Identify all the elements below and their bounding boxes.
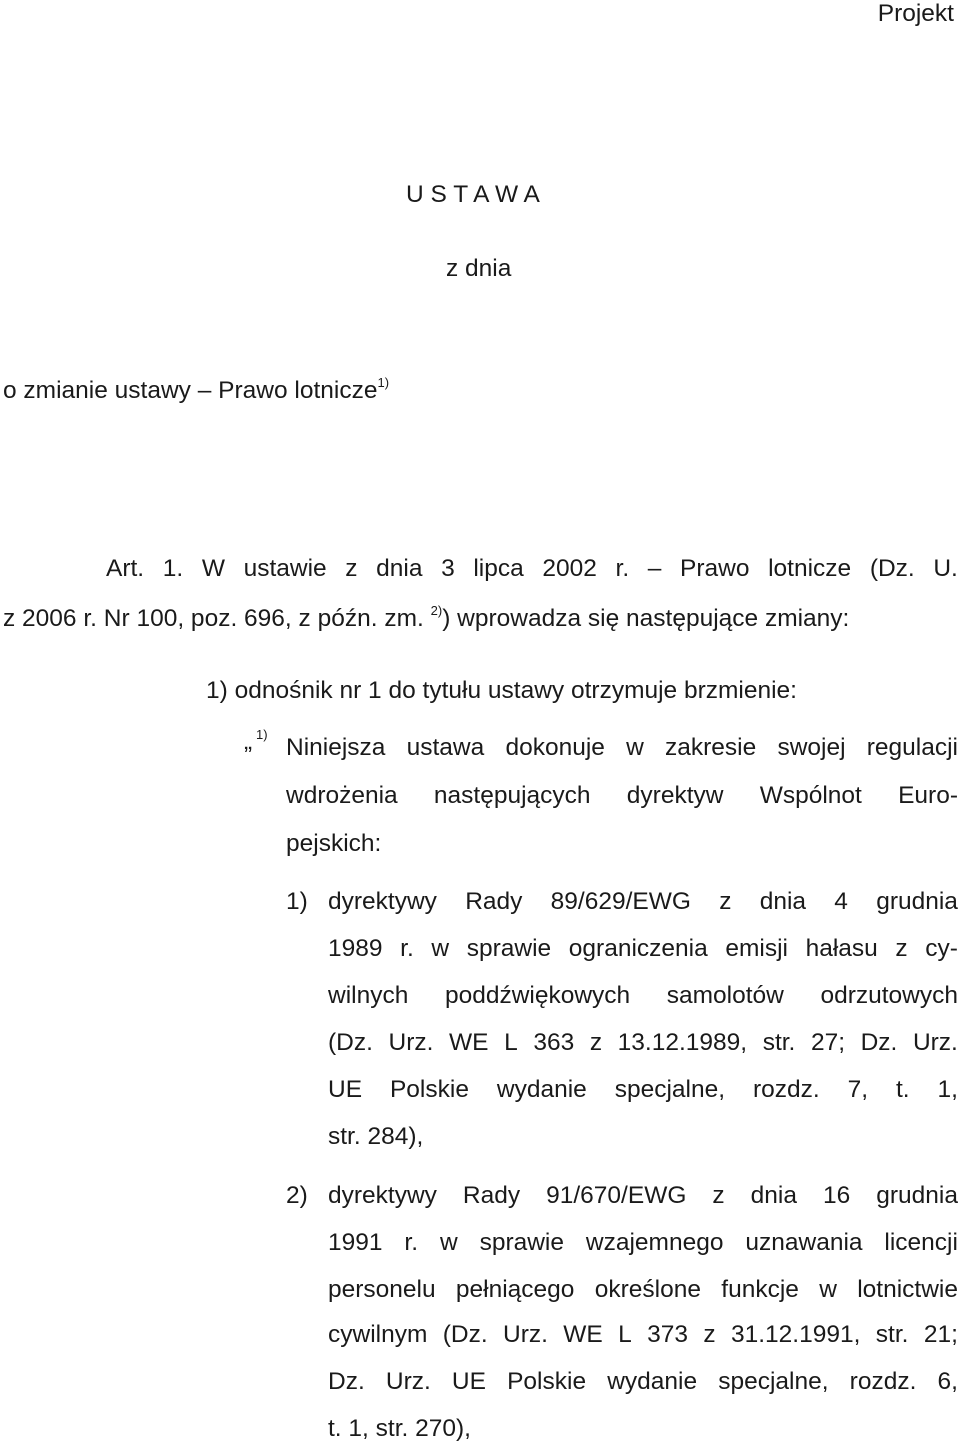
word: rozdz. [752, 1076, 820, 1103]
word: emisji [725, 935, 788, 962]
word: specjalne, [614, 1076, 726, 1103]
word: WE [449, 1029, 489, 1056]
word: określone [594, 1276, 701, 1303]
word: dyrektyw [626, 782, 724, 809]
word: grudnia [876, 1182, 958, 1209]
directive-2-line-6: t. 1, str. 270), [328, 1415, 471, 1442]
directive-2-line-3 [328, 1278, 958, 1303]
word: r. [400, 935, 414, 962]
act-date-line: z dnia [446, 255, 512, 282]
word: 16 [822, 1182, 851, 1209]
draft-label: Projekt [877, 0, 954, 27]
word: Wspólnot [759, 782, 862, 809]
word: z [345, 555, 358, 582]
article-1-line-1 [106, 557, 958, 582]
word: 21; [923, 1321, 958, 1348]
directive-1-line-4 [328, 1031, 958, 1056]
word: z [703, 1321, 716, 1348]
word: wdrożenia [286, 782, 398, 809]
word: wilnych [328, 982, 409, 1009]
word: Dz. [860, 1029, 898, 1056]
word: L [618, 1321, 632, 1348]
word: uznawania [745, 1229, 863, 1256]
word: sprawie [466, 935, 552, 962]
word: wydanie [607, 1368, 698, 1395]
word: str. [875, 1321, 909, 1348]
directive-1-line-2 [328, 937, 958, 962]
word: pełniącego [455, 1276, 575, 1303]
word: Urz. [503, 1321, 548, 1348]
act-subject-text: o zmianie ustawy – Prawo lotnicze [3, 377, 378, 404]
word: personelu [328, 1276, 436, 1303]
word: samolotów [666, 982, 784, 1009]
word: Prawo [680, 555, 750, 582]
word: 4 [834, 888, 848, 915]
word: z [589, 1029, 603, 1056]
directive-2-line-2 [328, 1231, 958, 1256]
point-1-intro: 1) odnośnik nr 1 do tytułu ustawy otrzymuje brzmienie: [206, 677, 797, 704]
word: funkcje [721, 1276, 799, 1303]
word: Urz. [385, 1368, 431, 1395]
word: L [504, 1029, 518, 1056]
word: w [819, 1276, 837, 1303]
word: Art. [106, 555, 145, 582]
word: lotnictwie [857, 1276, 958, 1303]
word: Rady [465, 888, 523, 915]
word: wzajemnego [585, 1229, 724, 1256]
word: 1, [937, 1076, 958, 1103]
footnote-ref-2: 2) [430, 603, 443, 618]
directive-2-number: 2) [286, 1182, 308, 1209]
word: t. [895, 1076, 910, 1103]
act-subject [3, 376, 389, 404]
word: UE [451, 1368, 486, 1395]
word: U. [933, 555, 958, 582]
word: 2002 [542, 555, 597, 582]
word: cy- [925, 935, 958, 962]
article-1-intro: ) wprowadza się następujące zmiany: [442, 605, 850, 632]
word: dokonuje [505, 734, 605, 761]
word: Polskie [389, 1076, 469, 1103]
word: w [439, 1229, 458, 1256]
word: 3 [441, 555, 455, 582]
word: Dz. [328, 1368, 365, 1395]
word: cywilnym [328, 1321, 428, 1348]
word: str. [762, 1029, 796, 1056]
word: ustawie [243, 555, 327, 582]
word: 6, [937, 1368, 958, 1395]
word: 1991 [328, 1229, 383, 1256]
word: r. [404, 1229, 419, 1256]
word: 7, [847, 1076, 869, 1103]
word: (Dz. [869, 555, 915, 582]
word: ustawa [406, 734, 485, 761]
word: ograniczenia [568, 935, 708, 962]
word: – [647, 555, 662, 582]
word: z [895, 935, 908, 962]
word: wydanie [496, 1076, 587, 1103]
directive-2-line-4 [328, 1323, 958, 1348]
word: rozdz. [849, 1368, 917, 1395]
word: (Dz. [442, 1321, 488, 1348]
directive-1-line-5 [328, 1078, 958, 1103]
directive-1-line-1 [328, 890, 958, 915]
word: 1. [162, 555, 184, 582]
article-1-citation: z 2006 r. Nr 100, poz. 696, z późn. zm. [3, 605, 424, 632]
word: licencji [884, 1229, 958, 1256]
word: Niniejsza [286, 734, 386, 761]
word: dyrektywy [328, 1182, 437, 1209]
word: lipca [473, 555, 524, 582]
word: hałasu [805, 935, 878, 962]
directive-2-line-5 [328, 1370, 958, 1395]
word: następujących [433, 782, 591, 809]
word: poddźwiękowych [444, 982, 631, 1009]
word: (Dz. [328, 1029, 373, 1056]
footnote-text-line-1 [286, 736, 958, 761]
word: r. [615, 555, 630, 582]
word: lotnicze [768, 555, 852, 582]
word: 13.12.1989, [617, 1029, 748, 1056]
word: W [201, 555, 225, 582]
word: odrzutowych [820, 982, 958, 1009]
word: Polskie [507, 1368, 587, 1395]
word: dnia [759, 888, 807, 915]
footnote-ref-1: 1) [377, 375, 390, 390]
directive-1-number: 1) [286, 888, 308, 915]
word: regulacji [866, 734, 958, 761]
word: swojej [777, 734, 846, 761]
word: 91/670/EWG [546, 1182, 687, 1209]
footnote-text-line-2 [286, 784, 958, 809]
directive-1-line-3 [328, 984, 958, 1009]
word: Urz. [912, 1029, 958, 1056]
word: w [626, 734, 644, 761]
word: dnia [750, 1182, 797, 1209]
word: 363 [533, 1029, 575, 1056]
word: Rady [462, 1182, 521, 1209]
word: 31.12.1991, [730, 1321, 861, 1348]
directive-1-line-6: str. 284), [328, 1123, 424, 1150]
word: 89/629/EWG [550, 888, 691, 915]
word: zakresie [665, 734, 757, 761]
quote-mark: „ [244, 728, 253, 755]
footnote-marker-1: 1) [256, 727, 268, 742]
word: dyrektywy [328, 888, 437, 915]
word: UE [328, 1076, 363, 1103]
word: z [712, 1182, 725, 1209]
word: 373 [647, 1321, 689, 1348]
word: z [719, 888, 732, 915]
word: WE [563, 1321, 603, 1348]
act-title: U S T A W A [406, 181, 540, 208]
word: specjalne, [718, 1368, 829, 1395]
directive-2-line-1 [328, 1184, 958, 1209]
word: Euro- [898, 782, 958, 809]
word: 27; [810, 1029, 846, 1056]
word: 1989 [328, 935, 383, 962]
footnote-text-line-3: pejskich: [286, 830, 382, 857]
word: Urz. [388, 1029, 434, 1056]
word: dnia [376, 555, 423, 582]
word: grudnia [876, 888, 958, 915]
word: sprawie [479, 1229, 564, 1256]
article-1-line-2 [3, 604, 849, 632]
word: w [431, 935, 450, 962]
